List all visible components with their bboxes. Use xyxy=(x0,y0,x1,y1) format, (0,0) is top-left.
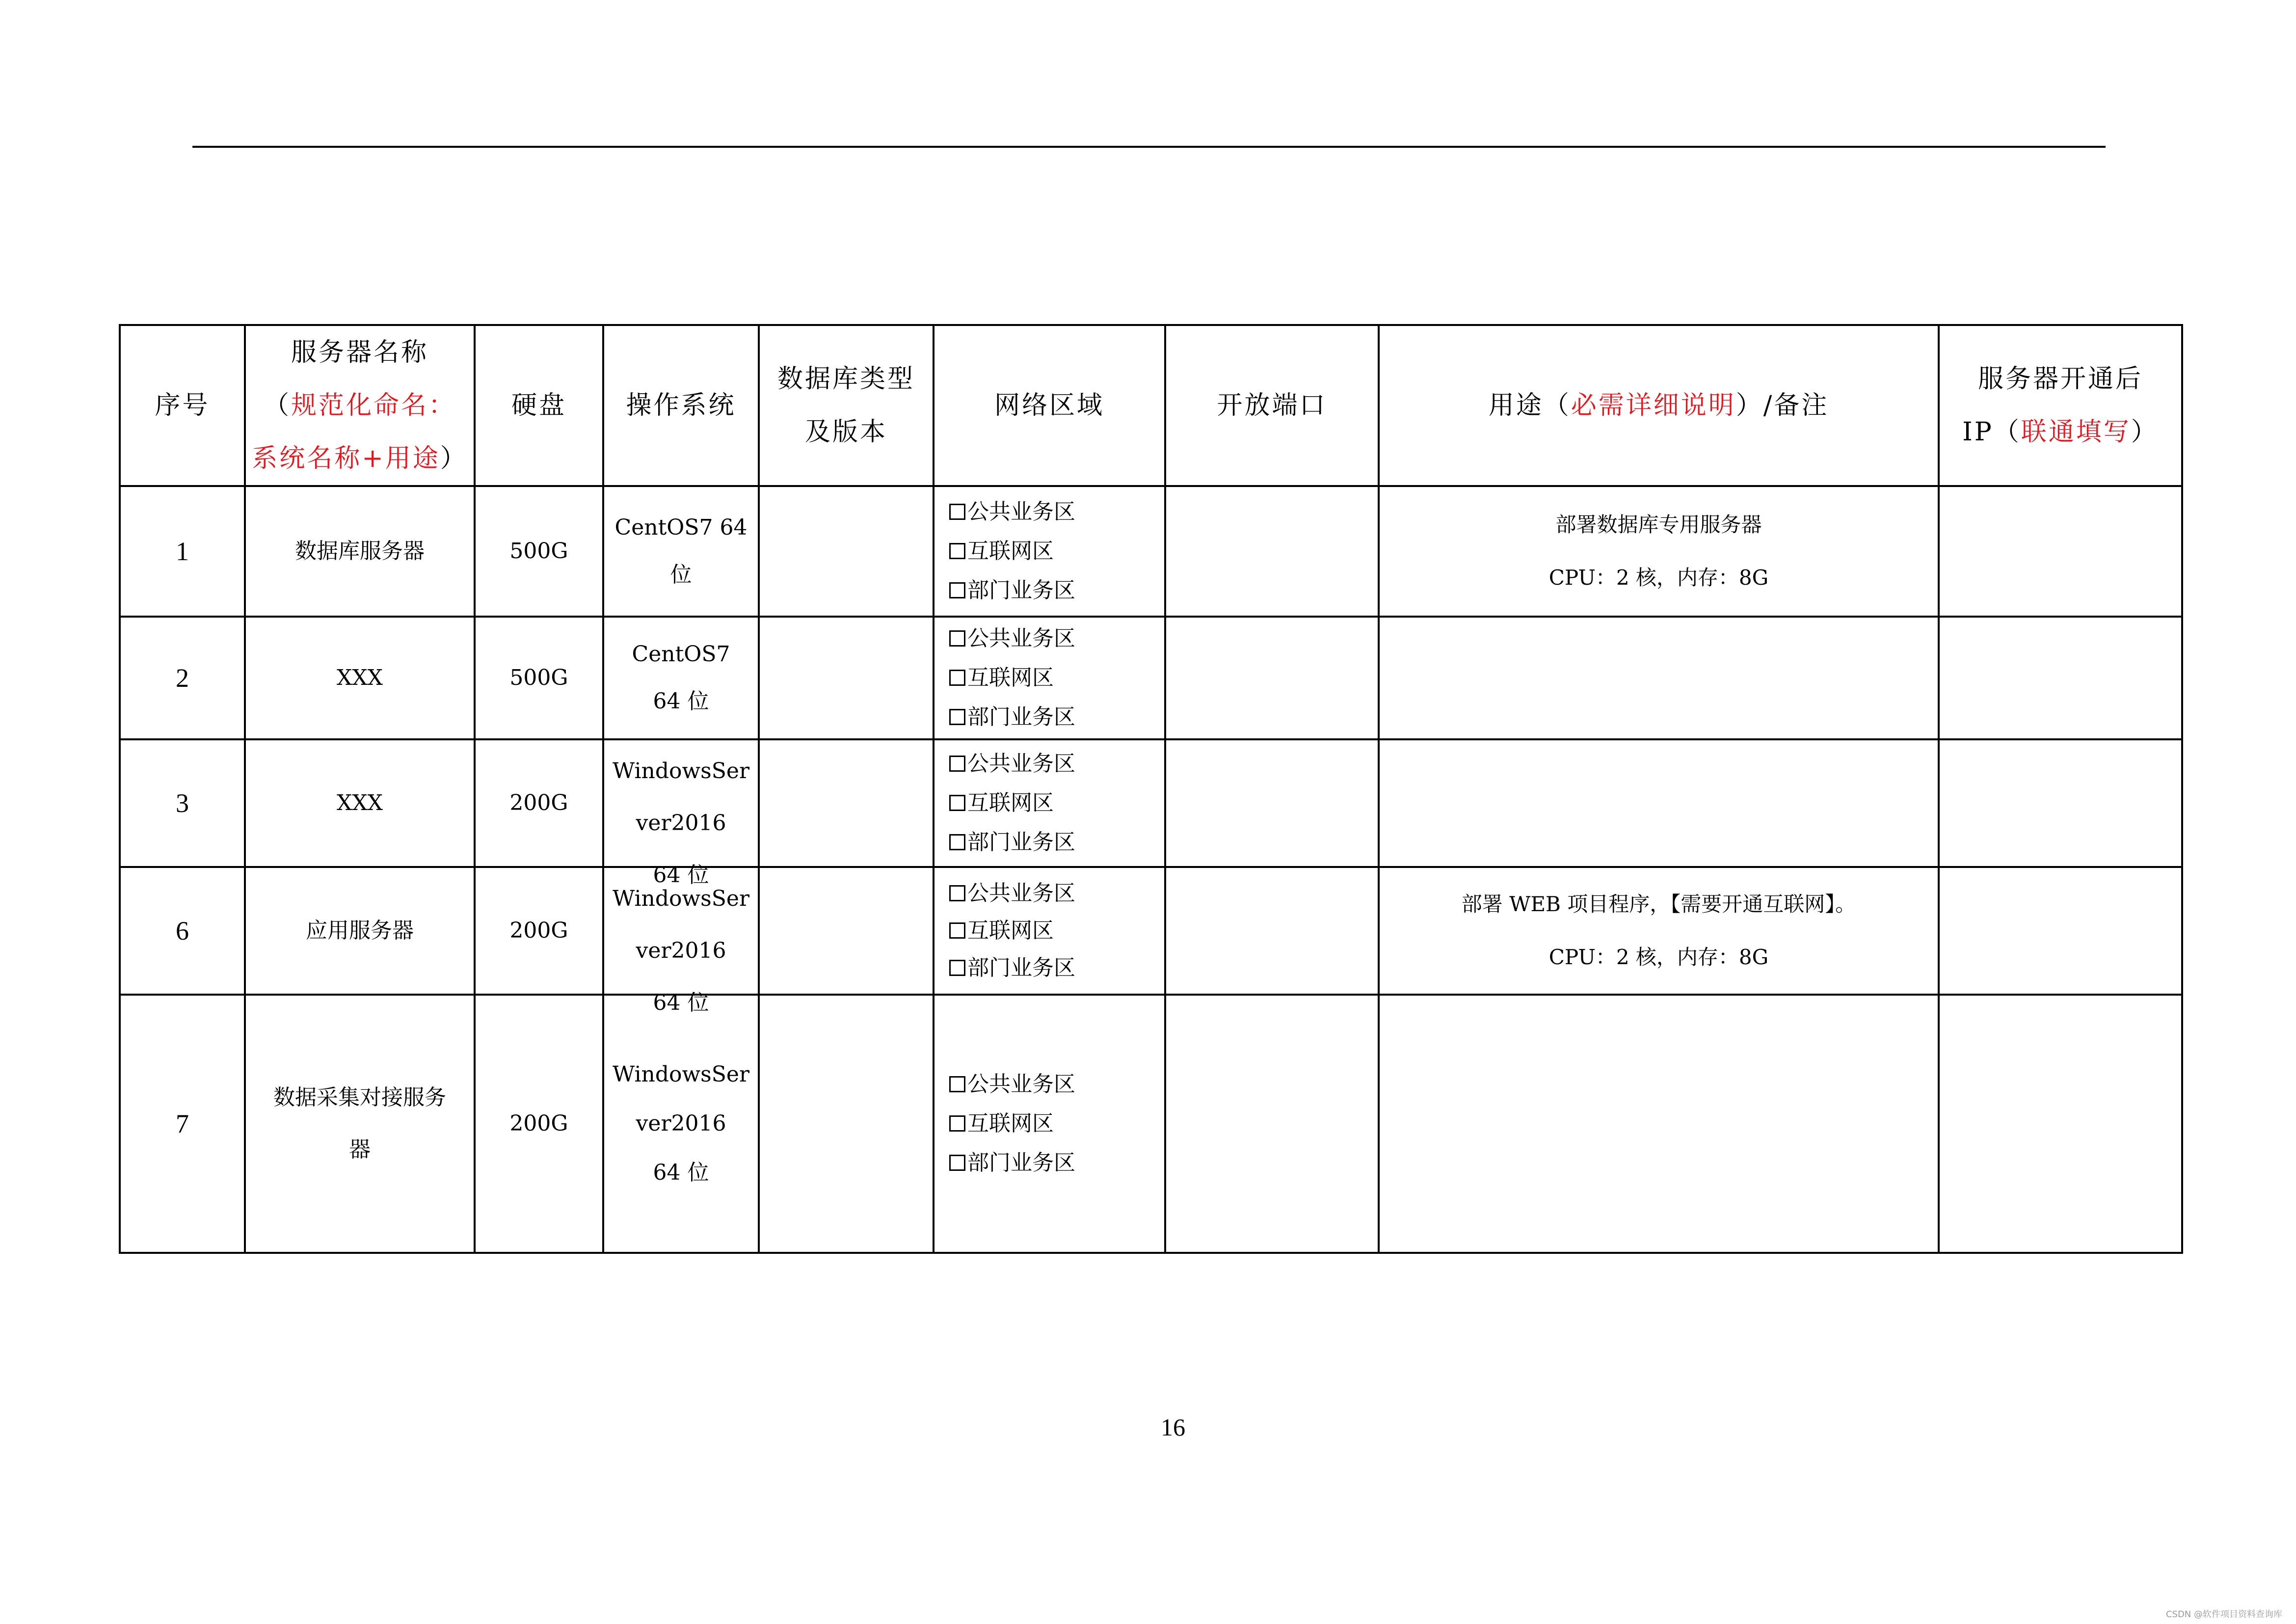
checkbox-icon[interactable] xyxy=(949,1076,965,1092)
network-option-public[interactable]: 公共业务区 xyxy=(949,875,1164,912)
watermark: CSDN @软件项目资料查询库 xyxy=(2165,1609,2282,1620)
network-option-internet[interactable]: 互联网区 xyxy=(949,784,1164,823)
row-usage: 部署 WEB 项目程序，【需要开通互联网】。 CPU：2 核，内存：8G xyxy=(1379,867,1939,995)
table-row xyxy=(120,617,2182,739)
checkbox-icon[interactable] xyxy=(949,756,965,772)
row-ports xyxy=(1165,995,1379,1253)
checkbox-icon[interactable] xyxy=(949,922,965,939)
network-option-public[interactable]: 公共业务区 xyxy=(949,1065,1164,1104)
row-os: WindowsSer ver2016 64 位 xyxy=(603,995,759,1253)
server-request-table xyxy=(119,324,2183,1254)
network-option-department[interactable]: 部门业务区 xyxy=(949,949,1164,987)
row-network xyxy=(934,995,1165,1253)
header-ip-line2: IP（联通填写） xyxy=(1962,417,2159,447)
row-ports xyxy=(1165,486,1379,617)
row-network xyxy=(934,617,1165,739)
row-server-name: XXX xyxy=(245,739,475,867)
header-ip xyxy=(1939,325,2182,486)
row-server-name: 应用服务器 xyxy=(245,867,475,995)
row-usage xyxy=(1379,617,1939,739)
network-option-public[interactable]: 公共业务区 xyxy=(949,492,1164,532)
row-database xyxy=(759,486,934,617)
row-database xyxy=(759,867,934,995)
row-ports xyxy=(1165,739,1379,867)
table-header-row xyxy=(120,325,2182,486)
row-ports xyxy=(1165,617,1379,739)
network-option-department[interactable]: 部门业务区 xyxy=(949,698,1164,737)
header-os: 操作系统 xyxy=(603,325,759,486)
checkbox-icon[interactable] xyxy=(949,504,965,520)
checkbox-icon[interactable] xyxy=(949,709,965,725)
checkbox-icon[interactable] xyxy=(949,582,965,598)
row-disk: 200G xyxy=(475,739,603,867)
checkbox-icon[interactable] xyxy=(949,1115,965,1132)
header-network: 网络区域 xyxy=(934,325,1165,486)
row-disk: 200G xyxy=(475,995,603,1253)
row-server-name: 数据库服务器 xyxy=(245,486,475,617)
row-disk: 500G xyxy=(475,486,603,617)
row-usage xyxy=(1379,739,1939,867)
network-option-department[interactable]: 部门业务区 xyxy=(949,1143,1164,1183)
row-network xyxy=(934,867,1165,995)
row-ports xyxy=(1165,867,1379,995)
network-option-internet[interactable]: 互联网区 xyxy=(949,532,1164,571)
network-option-internet[interactable]: 互联网区 xyxy=(949,912,1164,949)
row-os: CentOS7 64 位 xyxy=(603,486,759,617)
table-row xyxy=(120,486,2182,617)
header-ip-line1: 服务器开通后 xyxy=(1977,364,2143,394)
row-network xyxy=(934,739,1165,867)
checkbox-icon[interactable] xyxy=(949,630,965,647)
network-option-public[interactable]: 公共业务区 xyxy=(949,744,1164,784)
header-server-name-line2: （规范化命名： xyxy=(263,391,456,420)
header-usage: 用途（必需详细说明）/备注 xyxy=(1379,325,1939,486)
table-row xyxy=(120,867,2182,995)
row-disk: 500G xyxy=(475,617,603,739)
row-network xyxy=(934,486,1165,617)
checkbox-icon[interactable] xyxy=(949,670,965,686)
row-database xyxy=(759,995,934,1253)
row-server-name: XXX xyxy=(245,617,475,739)
row-seq: 3 xyxy=(120,739,245,867)
row-ip xyxy=(1939,486,2182,617)
row-ip xyxy=(1939,739,2182,867)
row-seq: 1 xyxy=(120,486,245,617)
row-ip xyxy=(1939,995,2182,1253)
row-seq: 2 xyxy=(120,617,245,739)
header-ports: 开放端口 xyxy=(1165,325,1379,486)
checkbox-icon[interactable] xyxy=(949,1155,965,1171)
row-os: CentOS7 64 位 xyxy=(603,617,759,739)
header-rule xyxy=(192,146,2106,148)
page-number: 16 xyxy=(1161,1413,1185,1441)
checkbox-icon[interactable] xyxy=(949,885,965,901)
row-database xyxy=(759,739,934,867)
table-row xyxy=(120,739,2182,867)
row-os: WindowsSer ver2016 64 位 xyxy=(603,739,759,867)
header-database xyxy=(759,325,934,486)
row-ip xyxy=(1939,617,2182,739)
network-option-department[interactable]: 部门业务区 xyxy=(949,823,1164,862)
header-seq: 序号 xyxy=(120,325,245,486)
header-database-line2: 及版本 xyxy=(804,417,887,447)
network-option-department[interactable]: 部门业务区 xyxy=(949,571,1164,610)
checkbox-icon[interactable] xyxy=(949,543,965,559)
header-server-name-line3: 系统名称+用途） xyxy=(252,444,468,473)
header-server-name xyxy=(245,325,475,486)
network-option-public[interactable]: 公共业务区 xyxy=(949,619,1164,658)
network-option-internet[interactable]: 互联网区 xyxy=(949,658,1164,698)
table-row xyxy=(120,995,2182,1253)
row-server-name: 数据采集对接服务 器 xyxy=(245,995,475,1253)
row-seq: 7 xyxy=(120,995,245,1253)
checkbox-icon[interactable] xyxy=(949,960,965,976)
header-database-line1: 数据库类型 xyxy=(777,364,915,394)
network-option-internet[interactable]: 互联网区 xyxy=(949,1104,1164,1143)
checkbox-icon[interactable] xyxy=(949,834,965,850)
checkbox-icon[interactable] xyxy=(949,795,965,811)
header-server-name-line1: 服务器名称 xyxy=(291,338,428,367)
row-usage xyxy=(1379,995,1939,1253)
row-seq: 6 xyxy=(120,867,245,995)
row-disk: 200G xyxy=(475,867,603,995)
row-usage: 部署数据库专用服务器 CPU：2 核，内存：8G xyxy=(1379,486,1939,617)
row-os: WindowsSer ver2016 64 位 xyxy=(603,867,759,995)
header-disk: 硬盘 xyxy=(475,325,603,486)
row-ip xyxy=(1939,867,2182,995)
row-database xyxy=(759,617,934,739)
